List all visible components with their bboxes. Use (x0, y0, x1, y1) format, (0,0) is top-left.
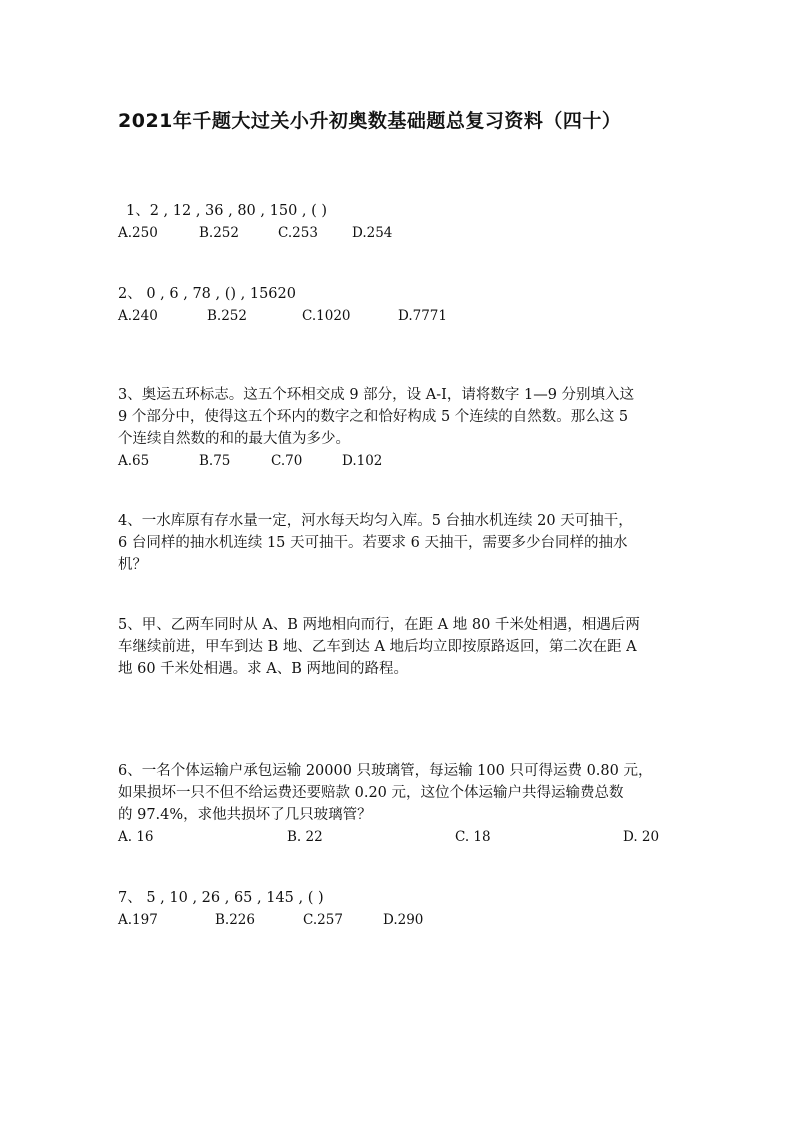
option-d: D.102 (342, 453, 383, 469)
question-2-options (118, 305, 683, 327)
option-c: C.1020 (302, 308, 351, 324)
option-b: B. 22 (287, 829, 323, 845)
option-c: C.70 (271, 453, 303, 469)
question-5-stem-line-1: 5、甲、乙两车同时从 A、B 两地相向而行，在距 A 地 80 千米处相遇，相遇后两 (118, 617, 640, 633)
question-5-stem-line-2: 车继续前进，甲车到达 B 地、乙车到达 A 地后均立即按原路返回，第二次在距 A (118, 639, 637, 655)
option-c: C. 18 (455, 829, 491, 845)
option-b: B.252 (199, 225, 239, 241)
question-4-stem-line-3: 机？ (118, 557, 147, 573)
question-7 (118, 887, 683, 931)
question-3-stem-line-1: 3、奥运五环标志。这五个环相交成 9 部分，设 A-I，请将数字 1—9 分别填入这 (118, 387, 635, 403)
option-a: A.65 (118, 453, 150, 469)
option-a: A.240 (118, 308, 158, 324)
option-d: D.290 (383, 912, 424, 928)
question-6-stem-line-3: 的 97.4%，求他共损坏了几只玻璃管？ (118, 807, 372, 823)
option-c: C.253 (278, 225, 318, 241)
question-6 (118, 760, 683, 848)
question-1 (118, 200, 683, 244)
question-7-stem: 7、 5 , 10 , 26 , 65 , 145 , ( ) (118, 890, 324, 906)
question-1-options (118, 222, 683, 244)
question-3 (118, 384, 683, 472)
option-b: B.75 (199, 453, 231, 469)
question-4-stem-line-1: 4、一水库原有存水量一定，河水每天均匀入库。5 台抽水机连续 20 天可抽干， (118, 513, 633, 529)
option-d: D. 20 (623, 829, 660, 845)
option-c: C.257 (303, 912, 343, 928)
page-title: 2021年千题大过关小升初奥数基础题总复习资料（四十） (118, 110, 622, 132)
question-4 (118, 510, 683, 576)
question-3-stem-line-3: 个连续自然数的和的最大值为多少。 (118, 431, 350, 447)
question-2 (118, 283, 683, 327)
question-4-stem-line-2: 6 台同样的抽水机连续 15 天可抽干。若要求 6 天抽干，需要多少台同样的抽水 (118, 535, 628, 551)
question-2-stem: 2、 0 , 6 , 78 , () , 15620 (118, 286, 296, 302)
question-3-options (118, 450, 683, 472)
question-5-stem-line-3: 地 60 千米处相遇。求 A、B 两地间的路程。 (118, 661, 409, 677)
question-1-stem: 1、2 , 12 , 36 , 80 , 150 , ( ) (126, 203, 328, 219)
option-a: A.250 (118, 225, 158, 241)
option-a: A.197 (118, 912, 158, 928)
option-b: B.226 (215, 912, 255, 928)
option-a: A. 16 (118, 829, 154, 845)
question-7-options (118, 909, 683, 931)
question-5 (118, 614, 683, 680)
question-6-stem-line-2: 如果损坏一只不但不给运费还要赔款 0.20 元，这位个体运输户共得运输费总数 (118, 785, 624, 801)
question-3-stem-line-2: 9 个部分中，使得这五个环内的数字之和恰好构成 5 个连续的自然数。那么这 5 (118, 409, 629, 425)
option-d: D.254 (352, 225, 393, 241)
question-6-stem-line-1: 6、一名个体运输户承包运输 20000 只玻璃管，每运输 100 只可得运费 0.80 元， (118, 763, 653, 779)
question-6-options (118, 826, 683, 848)
option-d: D.7771 (398, 308, 447, 324)
option-b: B.252 (207, 308, 247, 324)
